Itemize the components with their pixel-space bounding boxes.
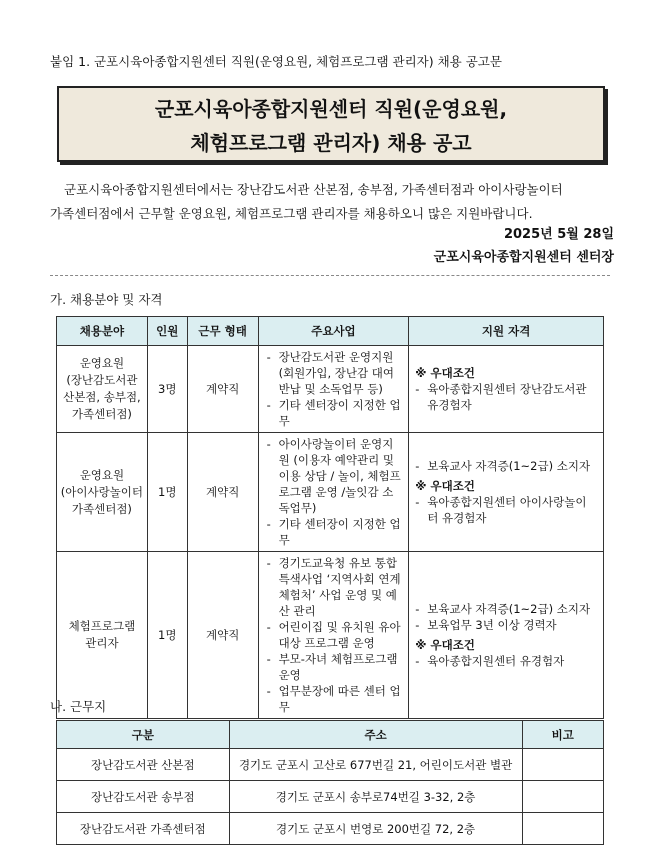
workplace-table: [56, 720, 604, 845]
preferred-label: ※ 우대조건: [415, 638, 475, 652]
table-row: [57, 552, 604, 719]
qualification-item: [415, 601, 597, 617]
title-box: [57, 86, 605, 162]
duty-item-text: 아이사랑놀이터 운영지원 (이용자 예약관리 및 이용 상담 / 놀이, 체험프로그램 운영 /놀잇감 소독업무): [278, 437, 401, 515]
dash-marker: -: [415, 495, 420, 509]
preferred-label: ※ 우대조건: [415, 366, 475, 380]
intro-paragraph: [50, 178, 615, 226]
preferred-item-text: 육아종합지원센터 장난감도서관 유경험자: [427, 382, 587, 412]
table-row: [57, 749, 604, 781]
notice-date: 2025년 5월 28일: [503, 227, 614, 242]
dash-marker: -: [415, 654, 420, 668]
table-row: [57, 813, 604, 845]
preferred-item-text: 육아종합지원센터 아이사랑놀이터 유경험자: [427, 495, 587, 525]
branch-address: 경기도 군포시 번영로 200번길 72, 2층: [229, 813, 522, 845]
duty-item-text: 경기도교육청 유보 통합 특색사업 ‘지역사회 연계 체험처’ 사업 운영 및 예산 관리: [278, 556, 401, 618]
count-cell: 1명: [147, 552, 187, 719]
qualifications-cell: [409, 346, 604, 433]
col-category: 구분: [57, 721, 230, 749]
field-line: 운영요원: [79, 356, 125, 370]
dash-marker: -: [266, 684, 271, 698]
field-line: 운영요원: [79, 467, 125, 482]
col-count: 인원: [147, 317, 187, 346]
preferred-item: [415, 381, 597, 413]
qualification-item-text: 보육업무 3년 이상 경력자: [427, 618, 557, 632]
type-cell: 계약직: [187, 346, 258, 433]
attachment-label: 붙임 1. 군포시육아종합지원센터 직원(운영요원, 체험프로그램 관리자) 채용 공고문: [50, 54, 502, 69]
duty-item: [267, 436, 405, 516]
dash-marker: -: [266, 398, 271, 412]
duty-item-text: 기타 센터장이 지정한 업무: [278, 398, 401, 428]
duties-cell: [258, 346, 409, 433]
dash-marker: -: [266, 517, 271, 531]
field-cell: [57, 552, 148, 719]
qualification-item-text: 보육교사 자격증(1~2급) 소지자: [427, 602, 591, 616]
table-header-row: [57, 317, 604, 346]
field-cell: [57, 433, 148, 552]
duty-item: [267, 683, 405, 715]
dash-marker: -: [415, 459, 420, 473]
dashed-divider: [50, 275, 610, 276]
duty-item-text: 기타 센터장이 지정한 업무: [278, 517, 401, 547]
field-line: 가족센터점): [71, 407, 132, 421]
table-row: [57, 346, 604, 433]
dash-marker: -: [415, 618, 420, 632]
field-line: (장난감도서관: [66, 373, 138, 387]
dash-marker: -: [415, 382, 420, 396]
qualification-item-text: 보육교사 자격증(1~2급) 소지자: [427, 459, 591, 473]
preferred-item: [415, 494, 597, 526]
dash-marker: -: [266, 556, 271, 570]
duty-item: [267, 349, 405, 397]
section-a-heading: 가. 채용분야 및 자격: [50, 292, 163, 307]
branch-note: [522, 781, 603, 813]
qualifications-cell: [409, 552, 604, 719]
issuer: 군포시육아종합지원센터 센터장: [433, 250, 614, 265]
section-b-heading: 나. 근무지: [50, 699, 107, 714]
branch-address: 경기도 군포시 송부로74번길 3-32, 2층: [229, 781, 522, 813]
branch-note: [522, 749, 603, 781]
branch-name: 장난감도서관 산본점: [57, 749, 230, 781]
preferred-item: [415, 653, 597, 669]
title-line-2: 체험프로그램 관리자) 채용 공고: [190, 131, 472, 155]
dash-marker: -: [266, 620, 271, 634]
type-cell: 계약직: [187, 552, 258, 719]
table-row: [57, 433, 604, 552]
dash-marker: -: [266, 350, 271, 364]
qualification-item: [415, 617, 597, 633]
col-type: 근무 형태: [187, 317, 258, 346]
qualification-item: [415, 458, 597, 474]
field-line: 관리자: [85, 636, 119, 650]
dash-marker: -: [415, 602, 420, 616]
col-qualifications: 지원 자격: [409, 317, 604, 346]
branch-name: 장난감도서관 가족센터점: [57, 813, 230, 845]
table-header-row: [57, 721, 604, 749]
duty-item-text: 업무분장에 따른 센터 업무: [278, 684, 401, 714]
col-note: 비고: [522, 721, 603, 749]
field-cell: [57, 346, 148, 433]
col-field: 채용분야: [57, 317, 148, 346]
intro-line-2: 가족센터점에서 근무할 운영요원, 체험프로그램 관리자를 채용하오니 많은 지원바랍니다.: [50, 206, 533, 221]
field-line: 산본점, 송부점,: [63, 390, 141, 404]
duty-item-text: 어린이집 및 유치원 유아 대상 프로그램 운영: [278, 620, 401, 650]
branch-name: 장난감도서관 송부점: [57, 781, 230, 813]
branch-note: [522, 813, 603, 845]
qualifications-cell: [409, 433, 604, 552]
duty-item-text: 부모-자녀 체험프로그램 운영: [278, 652, 398, 682]
count-cell: 3명: [147, 346, 187, 433]
title-line-1: 군포시육아종합지원센터 직원(운영요원,: [154, 97, 508, 121]
field-line: 체험프로그램: [68, 619, 136, 633]
duty-item: [267, 619, 405, 651]
branch-address: 경기도 군포시 고산로 677번길 21, 어린이도서관 별관: [229, 749, 522, 781]
col-duties: 주요사업: [258, 317, 409, 346]
duty-item-text: 장난감도서관 운영지원 (회원가입, 장난감 대여 반납 및 소독업무 등): [278, 350, 395, 396]
table-row: [57, 781, 604, 813]
type-cell: 계약직: [187, 433, 258, 552]
duties-cell: [258, 433, 409, 552]
preferred-label: ※ 우대조건: [415, 479, 475, 493]
preferred-item-text: 육아종합지원센터 유경험자: [427, 654, 565, 668]
duty-item: [267, 555, 405, 619]
recruitment-table: [56, 316, 604, 719]
count-cell: 1명: [147, 433, 187, 552]
field-line: (아이사랑놀이터: [60, 484, 144, 499]
dash-marker: -: [266, 652, 271, 666]
duty-item: [267, 516, 405, 548]
field-line: 가족센터점): [71, 501, 132, 516]
duty-item: [267, 651, 405, 683]
dash-marker: -: [266, 437, 271, 451]
duty-item: [267, 397, 405, 429]
col-address: 주소: [229, 721, 522, 749]
intro-line-1: 군포시육아종합지원센터에서는 장난감도서관 산본점, 송부점, 가족센터점과 아이사랑놀이터: [64, 182, 563, 197]
duties-cell: [258, 552, 409, 719]
